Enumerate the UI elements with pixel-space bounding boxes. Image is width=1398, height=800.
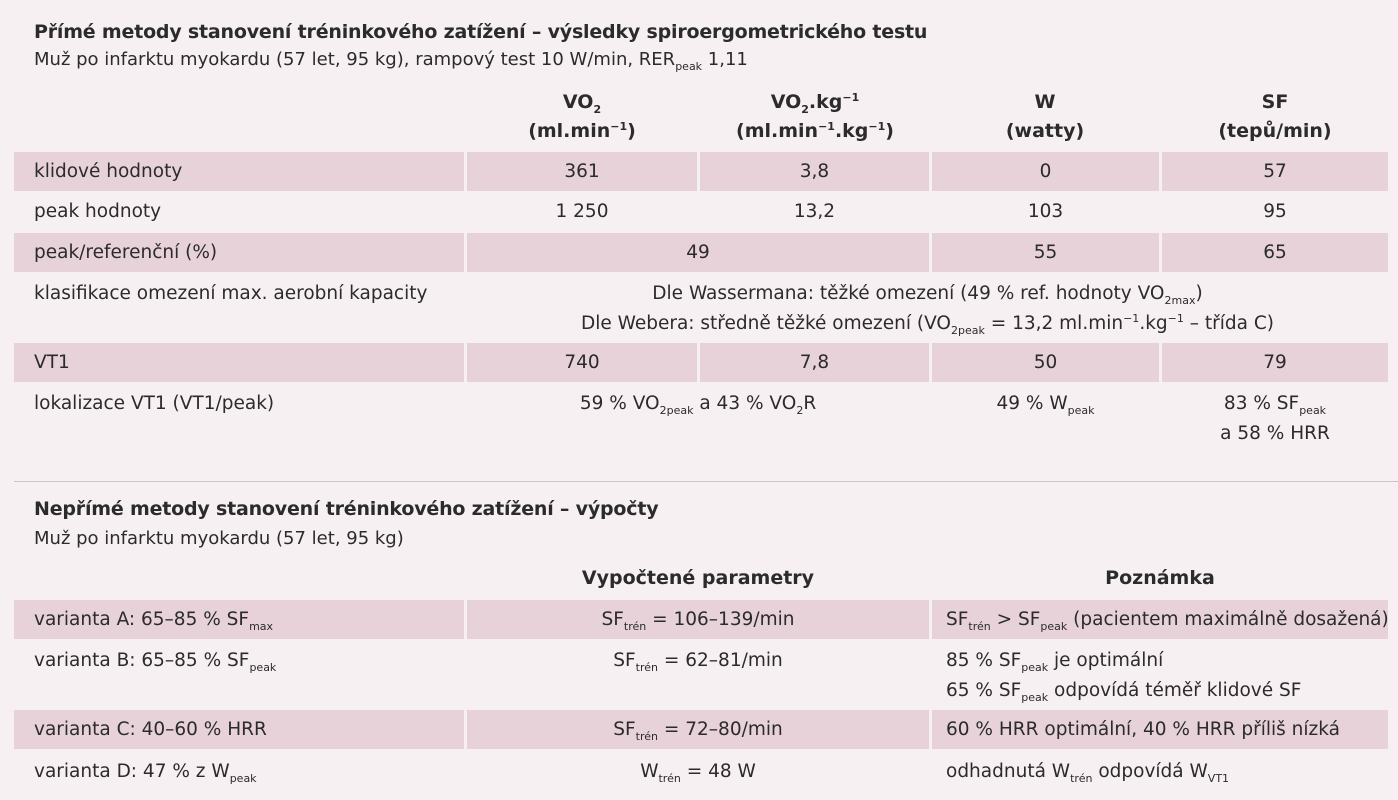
row-vt1-label: VT1 xyxy=(34,352,70,373)
row-vt1-vo2: 740 xyxy=(564,352,600,373)
header-w: W (watty) xyxy=(1005,91,1085,142)
row-ref-sf: 65 xyxy=(1263,242,1287,263)
section1-title: Přímé metody stanovení tréninkového zatížení – výsledky spiroergometrického testu xyxy=(34,21,928,43)
row-ref-label: peak/referenční (%) xyxy=(34,242,218,263)
row-peak-vo2: 1 250 xyxy=(555,201,609,222)
row-loc-sf: 83 % $SF_{peak}$ xyxy=(1223,393,1327,417)
row-c-note: 60 % HRR optimální, 40 % HRR příliš nízká xyxy=(946,719,1340,740)
row-loc-label: lokalizace VT1 (VT1/peak) xyxy=(34,393,275,414)
row-loc-w: 49 % $W_{peak}$ xyxy=(996,393,1095,417)
row-peak-label: peak hodnoty xyxy=(34,201,162,222)
row-a-label: varianta A: 65–85 % $SF_{max}$ xyxy=(34,609,274,633)
row-loc-vo2: 59 % $VO_{2peak}$ a 43 % $VO_2R$ xyxy=(579,393,817,417)
row-class-label: klasifikace omezení max. aerobní kapacity xyxy=(34,283,428,304)
row-peak-sf: 95 xyxy=(1263,201,1287,222)
row-c-label: varianta C: 40–60 % HRR xyxy=(34,719,267,740)
row-peak-w: 103 xyxy=(1027,201,1064,222)
header-sf: SF (tepů/min) xyxy=(1218,91,1332,142)
header-vo2kg: $VO_2.kg^{-1}$ $(ml.\min^{-1}.kg^{-1})$ xyxy=(736,91,894,142)
row-b-label: varianta B: 65–85 % $SF_{peak}$ xyxy=(34,650,277,674)
row-ref-w: 55 xyxy=(1033,242,1058,263)
band xyxy=(14,343,464,382)
section2-subtitle: Muž po infarktu myokardu (57 let, 95 kg) xyxy=(34,528,404,549)
row-b-note-2: 65 % $SF_{peak}$ odpovídá téměř klidové SF xyxy=(946,680,1302,704)
row-rest-label: klidové hodnoty xyxy=(34,161,183,182)
row-b-params: $SF_{trén} = 62-81/\min$ xyxy=(613,650,783,674)
row-peak-vo2kg: 13,2 xyxy=(793,201,836,222)
row-rest-sf: 57 xyxy=(1263,161,1287,182)
row-d-label: varianta D: 47 % z $W_{peak}$ xyxy=(34,761,257,785)
row-c-params: $SF_{trén} = 72-80/\min$ xyxy=(613,719,783,743)
row-vt1-sf: 79 xyxy=(1263,352,1287,373)
row-class-weber: Dle Webera: středně těžké omezení ($VO_{2peak} = 13,2$ $ml.\min^{-1}.kg^{-1}$ – třída C) xyxy=(581,312,1274,337)
row-b-note-1: 85 % $SF_{peak}$ je optimální xyxy=(946,650,1164,674)
row-rest-vo2: 361 xyxy=(564,161,600,182)
row-ref-vo2: 49 xyxy=(686,242,710,263)
header-vo2: $VO_2$ $(ml.\min^{-1})$ xyxy=(528,91,636,142)
section1-subtitle: Muž po infarktu myokardu (57 let, 95 kg), rampový test 10 W/min, $RER_{peak}$ 1,11 xyxy=(34,49,748,73)
row-a-note: $SF_{trén} > SF_{peak}$ (pacientem maximálně dosažená) xyxy=(946,609,1389,633)
row-d-params: $W_{trén} = 48$ W xyxy=(640,761,756,785)
section-divider xyxy=(14,481,1398,482)
section2-title: Nepřímé metody stanovení tréninkového zatížení – výpočty xyxy=(34,498,659,520)
row-rest-vo2kg: 3,8 xyxy=(799,161,830,182)
row-class-wasserman: Dle Wassermana: těžké omezení (49 % ref. hodnoty $VO_{2max}$) xyxy=(652,283,1203,307)
row-vt1-w: 50 xyxy=(1033,352,1058,373)
header-note: Poznámka xyxy=(1105,567,1215,589)
row-rest-w: 0 xyxy=(1039,161,1052,182)
row-vt1-vo2kg: 7,8 xyxy=(799,352,830,373)
header-params: Vypočtené parametry xyxy=(581,567,815,589)
row-loc-sf-hrr: a 58 % HRR xyxy=(1220,423,1330,444)
row-d-note: odhadnutá $W_{trén}$ odpovídá $W_{VT1}$ xyxy=(946,761,1230,785)
row-a-params: $SF_{trén} = 106-139/\min$ xyxy=(601,609,795,633)
